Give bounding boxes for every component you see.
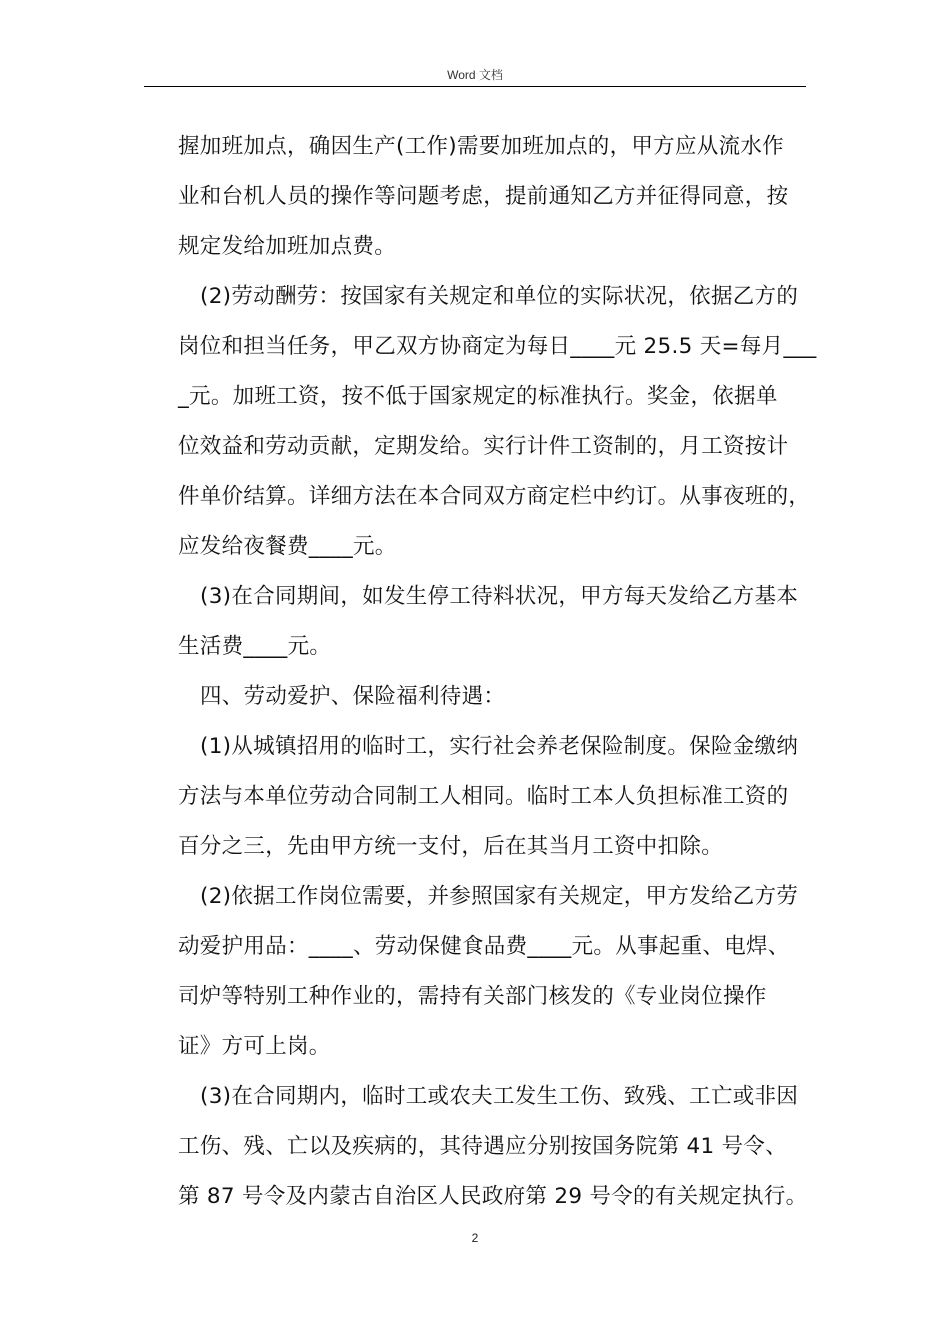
text-line: (3)在合同期间，如发生停工待料状况，甲方每天发给乙方基本: [200, 584, 799, 609]
text-line: 业和台机人员的操作等问题考虑，提前通知乙方并征得同意，按: [178, 184, 789, 209]
text-line: 件单价结算。详细方法在本合同双方商定栏中约订。从事夜班的，: [178, 484, 811, 509]
document-body: [178, 128, 818, 1228]
page-number: 2: [471, 1231, 479, 1245]
text-line: (3)在合同期内，临时工或农夫工发生工伤、致残、工亡或非因: [200, 1084, 799, 1109]
text-line: 握加班加点，确因生产(工作)需要加班加点的，甲方应从流水作: [178, 134, 784, 159]
text-line: 动爱护用品：____、劳动保健食品费____元。从事起重、电焊、: [178, 934, 790, 959]
text-line: 位效益和劳动贡献，定期发给。实行计件工资制的，月工资按计: [178, 434, 789, 459]
text-line: 方法与本单位劳动合同制工人相同。临时工本人负担标准工资的: [178, 784, 789, 809]
text-line: 百分之三，先由甲方统一支付，后在其当月工资中扣除。: [178, 834, 724, 859]
text-line: (2)依据工作岗位需要，并参照国家有关规定，甲方发给乙方劳: [200, 884, 799, 909]
text-line: 第 87 号令及内蒙古自治区人民政府第 29 号令的有关规定执行。: [178, 1184, 808, 1209]
text-line: 司炉等特别工种作业的，需持有关部门核发的《专业岗位操作: [178, 984, 767, 1009]
text-line: 生活费____元。: [178, 634, 332, 659]
text-line: (1)从城镇招用的临时工，实行社会养老保险制度。保险金缴纳: [200, 734, 799, 759]
header-title: Word 文档: [447, 68, 503, 82]
text-line: (2)劳动酬劳：按国家有关规定和单位的实际状况，依据乙方的: [200, 284, 799, 309]
text-line: 岗位和担当任务，甲乙双方协商定为每日____元 25.5 天=每月___: [178, 334, 817, 359]
header-divider: [144, 86, 806, 87]
text-line: 证》方可上岗。: [178, 1034, 331, 1059]
page-header: [0, 66, 950, 83]
text-line: 应发给夜餐费____元。: [178, 534, 397, 559]
text-line: _元。加班工资，按不低于国家规定的标准执行。奖金，依据单: [178, 384, 778, 409]
page-footer: [0, 1231, 950, 1245]
section-heading: 四、劳动爱护、保险福利待遇：: [200, 684, 506, 709]
text-line: 工伤、残、亡以及疾病的，其待遇应分别按国务院第 41 号令、: [178, 1134, 788, 1159]
text-line: 规定发给加班加点费。: [178, 234, 397, 259]
